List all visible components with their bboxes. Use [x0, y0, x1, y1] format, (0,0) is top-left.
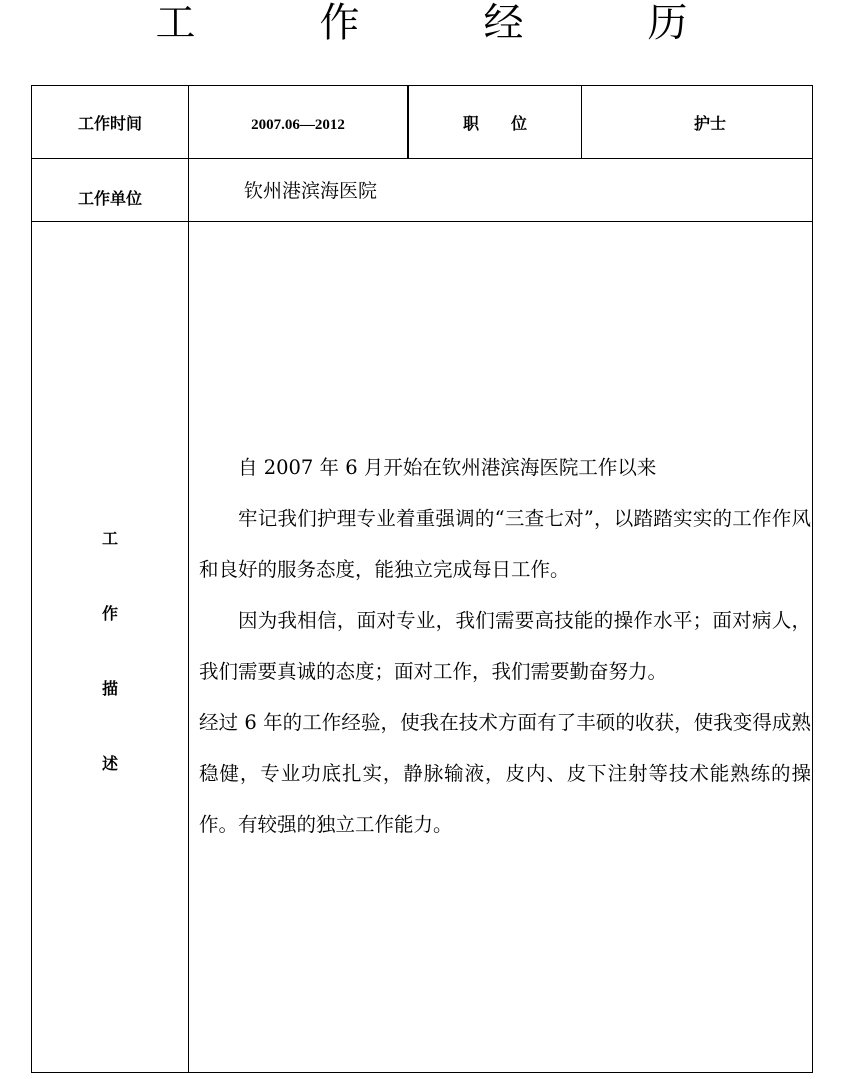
- description-paragraph: 牢记我们护理专业着重强调的“三查七对”，以踏踏实实的工作作风和良好的服务态度，能独立完成每日工作。: [199, 507, 811, 581]
- position-value: 护士: [693, 113, 726, 133]
- description-label-char-1: 工: [101, 529, 118, 548]
- work-time-value: 2007.06—2012: [251, 116, 345, 133]
- description-label-char-4: 述: [101, 754, 118, 773]
- work-time-label: 工作时间: [77, 113, 142, 133]
- job-description: [199, 442, 811, 850]
- description-paragraph: 自 2007 年 6 月开始在钦州港滨海医院工作以来: [238, 456, 657, 479]
- employer-value: 钦州港滨海医院: [244, 180, 378, 202]
- column-divider-label: [188, 85, 189, 1073]
- employer-label: 工作单位: [77, 188, 142, 208]
- position-label: 职 位: [462, 113, 527, 133]
- description-label-char-2: 作: [101, 604, 118, 623]
- description-paragraph: 因为我相信，面对专业，我们需要高技能的操作水平；面对病人，我们需要真诚的态度；面对工作，我们需要勤奋努力。: [199, 609, 811, 683]
- description-paragraph: 经过 6 年的工作经验，使我在技术方面有了丰硕的收获，使我变得成熟稳健，专业功底扎实，静脉输液，皮内、皮下注射等技术能熟练的操作。有较强的独立工作能力。: [199, 711, 811, 836]
- description-label-char-3: 描: [101, 679, 118, 698]
- page-title: 工 作 经 历: [155, 0, 730, 46]
